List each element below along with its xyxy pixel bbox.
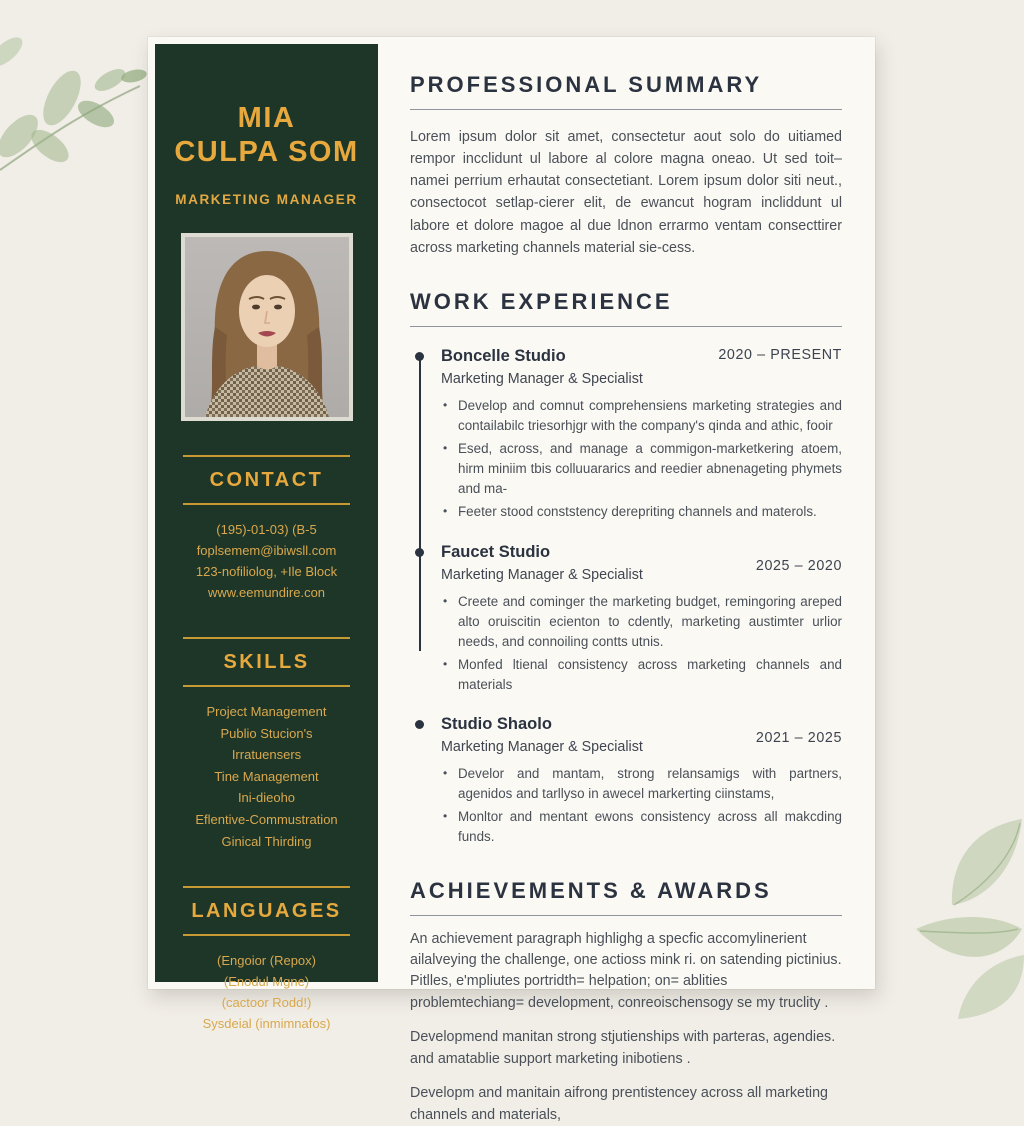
experience-section: [410, 289, 842, 848]
profile-photo: [181, 233, 353, 421]
leaves-icon: [854, 809, 1024, 1019]
contact-phone: (195)-01-03) (B-5: [216, 521, 317, 537]
divider: [183, 637, 350, 639]
resume-page: [148, 37, 875, 1123]
sidebar: [155, 44, 378, 1032]
job-entry: [441, 715, 842, 847]
skill-item: Irratuensers: [231, 747, 302, 763]
job-role: Marketing Manager & Specialist: [441, 566, 643, 583]
job-dates: 2020 – PRESENT: [718, 346, 842, 363]
leaf-branch-icon: [0, 18, 150, 188]
divider: [183, 503, 350, 505]
job-bullet: • Monltor and mentant ewons consistency across all makcding funds.: [441, 807, 842, 847]
timeline-dot: [415, 720, 424, 729]
summary-text: Lorem ipsum dolor sit amet, consectetur aout solo do uitiamed rempor incclidunt ul labore al colore magna oneao. Ut sed toit–namei perrium erhautat consectetiant. Lorem ipsum dolor siti neut., consectocot setlap-cierer elit, de ewancut hogram incliddunt ul labore et dolore magoe al due ldnon errarmo ventam consecttirer across marketing channels material sie-cess.: [410, 129, 842, 256]
leaves-decoration-bottom-right: [854, 809, 1024, 1024]
job-bullet: • Develop and comnut comprehensiens marketing strategies and contailabilc triesorhjgr with the company's qinda and athic, fooir: [441, 396, 842, 436]
job-bullet: • Monfed ltienal consistency across marketing channels and materials: [441, 655, 842, 695]
job-bullet: • Develor and mantam, strong relansamigs with partners, agenidos and tarllyso in awecel markerting ciinstams,: [441, 764, 842, 804]
job-bullet-list: [441, 396, 842, 523]
eucalyptus-branch-decoration-top-left: [0, 18, 150, 193]
job-company: Boncelle Studio: [441, 346, 566, 365]
person-name-line2: CULPA SOM: [174, 135, 359, 168]
languages-heading: LANGUAGES: [191, 900, 342, 923]
job-timeline: [410, 347, 842, 848]
timeline-dot: [415, 352, 424, 361]
job-bullet-list: [441, 764, 842, 847]
achievement-paragraph: Developm and manitain aifrong prentistencey across all marketing channels and materials,: [410, 1085, 828, 1123]
job-role: Marketing Manager & Specialist: [441, 739, 643, 756]
skill-item: Tine Management: [214, 768, 319, 784]
skill-item: Ini-dieoho: [237, 790, 296, 806]
achievement-paragraph: Developmend manitan strong stjutienships with parteras, agendies. and amatablie support marketing inibotiens .: [410, 1029, 836, 1067]
language-item: Sysdeial (inmimnafos): [202, 1016, 331, 1032]
skills-heading: SKILLS: [223, 651, 310, 674]
achievements-section: [410, 878, 842, 1126]
languages-section: [171, 886, 362, 1034]
skill-item: Project Management: [206, 704, 327, 720]
job-bullet-list: [441, 592, 842, 696]
achievement-paragraph: An achievement paragraph highlighg a specfic accomylinerient ailalveying the challenge, one actioss mink ri. on satending pictinius. Pitlles, e'mpliutes portridth= helpation; on= ablities problemtechiang= development, conreoischensogy se my truclity .: [410, 930, 842, 1011]
job-company: Faucet Studio: [441, 542, 551, 561]
language-item: (Engoior (Repox): [217, 953, 316, 969]
person-name-line1: MIA: [237, 102, 296, 134]
contact-website: www.eemundire.con: [207, 584, 326, 600]
person-name: [171, 102, 362, 170]
achievements-heading: ACHIEVEMENTS & AWARDS: [410, 877, 772, 903]
divider: [410, 915, 842, 916]
skill-item: Eflentive-Commustration: [195, 811, 338, 827]
divider: [183, 886, 350, 888]
contact-email: foplsemem@ibiwsll.com: [196, 542, 337, 558]
divider: [410, 326, 842, 327]
portrait-image: [185, 237, 349, 417]
timeline-line: [419, 359, 421, 651]
skill-item: Publio Stucion's: [220, 725, 313, 741]
contact-section: [171, 455, 362, 603]
summary-section: [410, 72, 842, 259]
divider: [183, 934, 350, 936]
person-job-title: MARKETING MANAGER: [175, 191, 358, 207]
language-item: (Enodul Mgne): [223, 974, 310, 990]
divider: [183, 685, 350, 687]
job-entry: [441, 347, 842, 523]
experience-heading: WORK EXPERIENCE: [410, 288, 673, 314]
skill-item: Ginical Thirding: [221, 833, 312, 849]
job-bullet: • Feeter stood conststency derepriting channels and materols.: [441, 502, 842, 522]
job-entry: [441, 543, 842, 696]
job-company: Studio Shaolo: [441, 715, 552, 734]
contact-heading: CONTACT: [209, 468, 324, 491]
job-bullet: • Esed, across, and manage a commigon-marketkering atoem, hirm miniim tbis colluuararics and reedier abnenageting phymets and ma-: [441, 439, 842, 499]
job-bullet: • Creete and cominger the marketing budget, remingoring areped alto oruiscitin ecienton to cdently, marketing austimter urlior needs, and connoiling contts utnis.: [441, 592, 842, 652]
main-content: [378, 44, 868, 1123]
timeline-dot: [415, 548, 424, 557]
job-dates: 2025 – 2020: [755, 557, 842, 574]
contact-address: 123-nofiliolog, +Ile Block: [195, 563, 338, 579]
skills-section: [171, 637, 362, 852]
divider: [183, 455, 350, 457]
language-item: (cactoor Rodd!): [221, 995, 312, 1011]
job-dates: 2021 – 2025: [755, 730, 842, 747]
summary-heading: PROFESSIONAL SUMMARY: [410, 72, 763, 97]
divider: [410, 109, 842, 110]
job-role: Marketing Manager & Specialist: [441, 370, 643, 387]
